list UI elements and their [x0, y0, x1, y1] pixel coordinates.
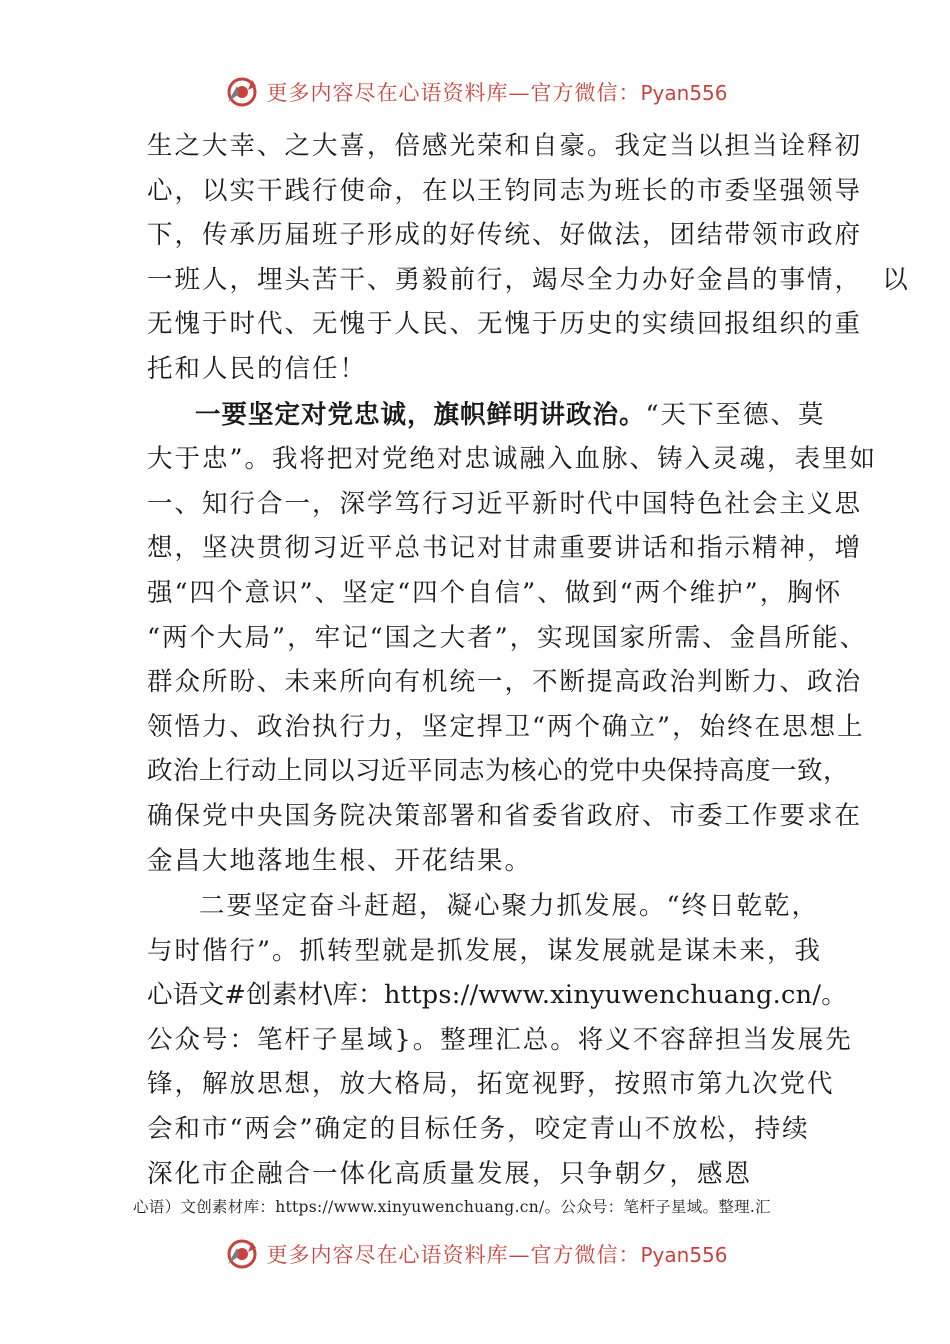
footer-banner: [0, 1232, 950, 1276]
text-line: 政治上行动上同以习近平同志为核心的党中央保持高度一致，: [147, 756, 850, 787]
text-line: “两个大局”，牢记“国之大者”，实现国家所需、金昌所能、: [147, 622, 868, 653]
text-line: 强“四个意识”、坚定“四个自信”、做到“两个维护”，胸怀: [147, 577, 843, 608]
text-segment: “天下至德、莫: [645, 399, 826, 430]
header-banner: [0, 70, 950, 114]
text-line: 心语文#创素材\库：https://www.xinyuwenchuang.cn/。: [147, 980, 848, 1011]
section-heading-1: 一要坚定对党忠诚，旗帜鲜明讲政治。: [195, 399, 646, 430]
text-line: 大于忠”。我将把对党绝对忠诚融入血脉、铸入灵魂，表里如: [147, 444, 878, 475]
banner-text: 更多内容尽在心语资料库—官方微信：Pyan556: [266, 1243, 728, 1267]
wechat-id: Pyan556: [640, 81, 728, 105]
footer-note: 心语）文创素材库：https://www.xinyuwenchuang.cn/。公众号：笔杆子星域。整理.汇: [133, 1198, 771, 1216]
text-line: 与时偕行”。抓转型就是抓发展，谋发展就是谋未来，我: [147, 935, 823, 966]
text-line: 无愧于时代、无愧于人民、无愧于历史的实绩回报组织的重: [147, 309, 863, 340]
paragraph-2-first-line: [147, 393, 826, 438]
text-line: 一、知行合一，深学笃行习近平新时代中国特色社会主义思: [147, 488, 863, 519]
paragraph-3: [147, 884, 853, 1196]
section-heading-2: 二要坚定奋斗赶超，凝心聚力抓发展。“终日乾乾，: [199, 891, 820, 922]
paragraph-2: [147, 393, 878, 884]
text-line: 领悟力、政治执行力，坚定捍卫“两个确立”，始终在思想上: [147, 711, 865, 742]
logo-icon: [222, 72, 262, 112]
text-line: 一班人，埋头苦干、勇毅前行，竭尽全力办好金昌的事情， 以: [147, 264, 910, 295]
text-line: 生之大幸、之大喜，倍感光荣和自豪。我定当以担当诠释初: [147, 131, 863, 161]
paragraph-1: [147, 124, 910, 392]
document-body: [147, 124, 910, 1196]
text-line: 会和市“两会”确定的目标任务，咬定青山不放松，持续: [147, 1114, 810, 1145]
text-line: 心，以实干践行使命，在以王钧同志为班长的市委坚强领导: [147, 175, 863, 206]
text-line: 想，坚决贯彻习近平总书记对甘肃重要讲话和指示精神，增: [147, 533, 863, 564]
text-line: 确保党中央国务院决策部署和省委省政府、市委工作要求在: [147, 800, 863, 831]
text-line: 托和人民的信任！: [147, 353, 368, 384]
text-line: 公众号：笔杆子星域}。整理汇总。将义不容辞担当发展先: [147, 1024, 853, 1055]
logo-icon: [222, 1234, 262, 1274]
text-line: 深化市企融合一体化高质量发展，只争朝夕，感恩: [147, 1158, 753, 1189]
text-line: 下，传承历届班子形成的好传统、好做法，团结带领市政府: [147, 220, 863, 251]
wechat-id: Pyan556: [640, 1243, 728, 1267]
text-line: 金昌大地落地生根、开花结果。: [147, 845, 533, 876]
banner-text: 更多内容尽在心语资料库—官方微信：Pyan556: [266, 81, 728, 105]
text-line: 群众所盼、未来所向有机统一，不断提高政治判断力、政治: [147, 667, 863, 698]
text-line: 锋，解放思想，放大格局，拓宽视野，按照市第九次党代: [147, 1069, 835, 1100]
